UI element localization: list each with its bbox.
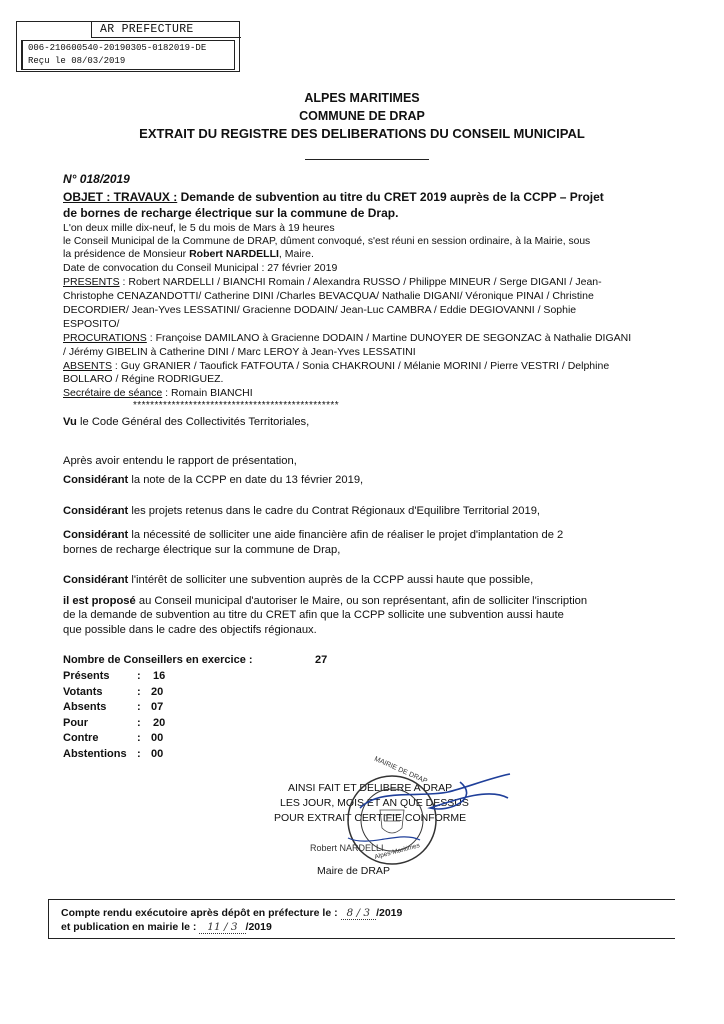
stamp-inner-box bbox=[21, 40, 235, 70]
proposal-text-2: de la demande de subvention au titre du CRET afin que la CCPP sollicite une subvention aussi haute bbox=[63, 609, 564, 621]
vote-label: Votants bbox=[63, 685, 103, 698]
council-members-label: Nombre de Conseillers en exercice : bbox=[63, 654, 253, 666]
vote-colon: : bbox=[137, 701, 141, 714]
official-seal-and-signature bbox=[340, 768, 520, 878]
proposal-keyword: il est proposé bbox=[63, 595, 136, 607]
vu-keyword: Vu bbox=[63, 416, 77, 428]
considerant-keyword: Considérant bbox=[63, 574, 129, 586]
execution-publication-line bbox=[61, 921, 272, 933]
absents-label: ABSENTS bbox=[63, 360, 113, 372]
stamp-title: AR PREFECTURE bbox=[91, 22, 241, 38]
vote-colon: : bbox=[137, 748, 141, 760]
execution-box bbox=[48, 899, 675, 939]
publication-year: /2019 bbox=[245, 921, 272, 933]
vote-label: Contre bbox=[63, 732, 99, 745]
signature-scribble bbox=[360, 774, 510, 809]
prefecture-handwritten-date: 8 / 3 bbox=[341, 907, 377, 920]
objet-text-2: de bornes de recharge électrique sur la commune de Drap. bbox=[63, 206, 399, 220]
vote-value: 16 bbox=[153, 670, 166, 682]
considerant-1-text: la note de la CCPP en date du 13 février 2019, bbox=[128, 474, 364, 486]
intro-convened: le Conseil Municipal de la Commune de DRAP, dûment convoqué, s'est réuni en session ordinaire, à la Mairie, sous bbox=[63, 236, 591, 247]
vu-line bbox=[63, 416, 309, 429]
procurations-label: PROCURATIONS bbox=[63, 332, 147, 344]
presents-text-3: DECORDIER/ Jean-Yves LESSATINI/ Gracienne DODAIN/ Jean-Luc CAMBRA / Eddie DEGIOVANNI / Sophie bbox=[63, 304, 577, 316]
stamp-received-date: Reçu le 08/03/2019 bbox=[28, 56, 126, 66]
intro-date: L'on deux mille dix-neuf, le 5 du mois de Mars à 19 heures bbox=[63, 222, 335, 234]
vote-colon: : bbox=[137, 685, 141, 698]
execution-publication-label: et publication en mairie le : bbox=[61, 921, 200, 933]
absents-text-2: BOLLARO / Régine RODRIGUEZ. bbox=[63, 373, 224, 385]
mayor-signature-name: Robert NARDELLI bbox=[310, 843, 384, 853]
vote-label: Abstentions bbox=[63, 748, 127, 760]
presidency-text: la présidence de Monsieur bbox=[63, 248, 190, 260]
stamp-reference: 006-210600540-20190305-0182019-DE bbox=[28, 43, 207, 53]
deliberation-number: N° 018/2019 bbox=[63, 172, 130, 186]
presents-text-2: Christophe CENAZANDOTTI/ Catherine DINI /Charles BEVACQUA/ Nathalie DIGANI/ Véronique PINAI / Christine bbox=[63, 290, 594, 302]
presidency-suffix: , Maire. bbox=[278, 248, 314, 260]
convocation-date: Date de convocation du Conseil Municipal : 27 février 2019 bbox=[63, 262, 338, 274]
proposal-text-1: au Conseil municipal d'autoriser le Maire, ou son représentant, afin de solliciter l'inscription bbox=[135, 595, 588, 607]
vu-text: le Code Général des Collectivités Territoriales, bbox=[76, 416, 310, 428]
signature-line-3: POUR EXTRAIT CERTIFIE CONFORME bbox=[274, 812, 467, 824]
department-heading: ALPES MARITIMES bbox=[304, 91, 420, 105]
prefecture-year: /2019 bbox=[376, 907, 403, 919]
seal-emblem bbox=[380, 810, 404, 833]
procurations-line-1 bbox=[63, 332, 631, 345]
signature-underline bbox=[348, 837, 420, 841]
considerant-2-text: les projets retenus dans le cadre du Contrat Régionaux d'Equilibre Territorial 2019, bbox=[128, 505, 541, 517]
stars-separator: ************************************************ bbox=[133, 400, 339, 411]
execution-prefecture-line bbox=[61, 907, 402, 919]
mayor-title: Maire de DRAP bbox=[317, 865, 390, 877]
vote-colon: : bbox=[137, 732, 141, 745]
procurations-text-2: / Jérémy GIBELIN à Catherine DINI / Marc LEROY à Jean-Yves LESSATINI bbox=[63, 346, 416, 358]
absents-line-1 bbox=[63, 360, 609, 373]
vote-colon: : bbox=[137, 670, 141, 682]
secretary-label: Secrétaire de séance bbox=[63, 387, 163, 399]
considerant-keyword: Considérant bbox=[63, 505, 129, 517]
vote-label: Pour bbox=[63, 716, 89, 729]
considerant-keyword: Considérant bbox=[63, 474, 129, 486]
seal-text-top: MAIRIE DE DRAP bbox=[373, 755, 429, 786]
presents-text-1: : Robert NARDELLI / BIANCHI Romain / Alexandra RUSSO / Philippe MINEUR / Serge DIGANI / Jean- bbox=[119, 276, 602, 288]
vote-value: 07 bbox=[151, 701, 164, 714]
objet-text-1: Demande de subvention au titre du CRET 2019 auprès de la CCPP – Projet bbox=[177, 190, 604, 204]
absents-text-1: : Guy GRANIER / Taoufick FATFOUTA / Sonia CHAKROUNI / Mélanie MORINI / Pierre VESTRI / Delphine bbox=[112, 360, 610, 372]
signature-line-1: AINSI FAIT ET DELIBERE A DRAP bbox=[288, 782, 453, 794]
presents-label: PRESENTS bbox=[63, 276, 120, 288]
prefecture-stamp bbox=[16, 21, 240, 72]
vote-colon: : bbox=[137, 716, 141, 729]
register-title: EXTRAIT DU REGISTRE DES DELIBERATIONS DU CONSEIL MUNICIPAL bbox=[139, 126, 585, 141]
vote-value: 20 bbox=[153, 716, 166, 729]
mayor-name: Robert NARDELLI bbox=[189, 248, 279, 260]
execution-prefecture-label: Compte rendu exécutoire après dépôt en préfecture le : bbox=[61, 907, 341, 919]
vote-label: Présents bbox=[63, 670, 110, 682]
considerant-3-continued: bornes de recharge électrique sur la commune de Drap, bbox=[63, 544, 341, 556]
considerant-3-text: la nécessité de solliciter une aide financière afin de réaliser le projet d'implantation de 2 bbox=[128, 529, 564, 541]
vote-value: 20 bbox=[151, 685, 164, 698]
vote-label: Absents bbox=[63, 701, 107, 714]
publication-handwritten-date: 11 / 3 bbox=[199, 921, 245, 934]
considerant-1 bbox=[63, 474, 363, 487]
proposal-text-3: que possible dans le cadre des objectifs régionaux. bbox=[63, 624, 317, 636]
vote-value: 00 bbox=[151, 732, 164, 745]
vote-value: 00 bbox=[151, 748, 164, 760]
considerant-3 bbox=[63, 529, 563, 542]
header-divider bbox=[305, 159, 429, 160]
commune-heading: COMMUNE DE DRAP bbox=[299, 109, 425, 123]
presents-line-1 bbox=[63, 276, 666, 289]
signature-line-2: LES JOUR, MOIS ET AN QUE DESSUS bbox=[280, 797, 469, 809]
objet-label: OBJET : TRAVAUX : bbox=[63, 190, 178, 204]
considerant-4-text: l'intérêt de solliciter une subvention auprès de la CCPP aussi haute que possible, bbox=[128, 574, 534, 586]
presents-text-4: ESPOSITO/ bbox=[63, 318, 120, 330]
objet-line-1 bbox=[63, 191, 604, 204]
apres-line: Après avoir entendu le rapport de présentation, bbox=[63, 455, 297, 467]
procurations-text-1: : Françoise DAMILANO à Gracienne DODAIN / Martine DUNOYER DE SEGONZAC à Nathalie DIGANI bbox=[146, 332, 632, 344]
seal-text-bottom: Alpes-Maritimes bbox=[373, 842, 421, 861]
considerant-2 bbox=[63, 505, 540, 518]
intro-presidency bbox=[63, 248, 314, 261]
considerant-keyword: Considérant bbox=[63, 529, 129, 541]
considerant-4 bbox=[63, 574, 533, 587]
proposal-line-1 bbox=[63, 595, 587, 608]
seal-inner-ring bbox=[361, 789, 423, 851]
council-members-value: 27 bbox=[315, 654, 328, 666]
secretary-name: : Romain BIANCHI bbox=[162, 387, 253, 399]
